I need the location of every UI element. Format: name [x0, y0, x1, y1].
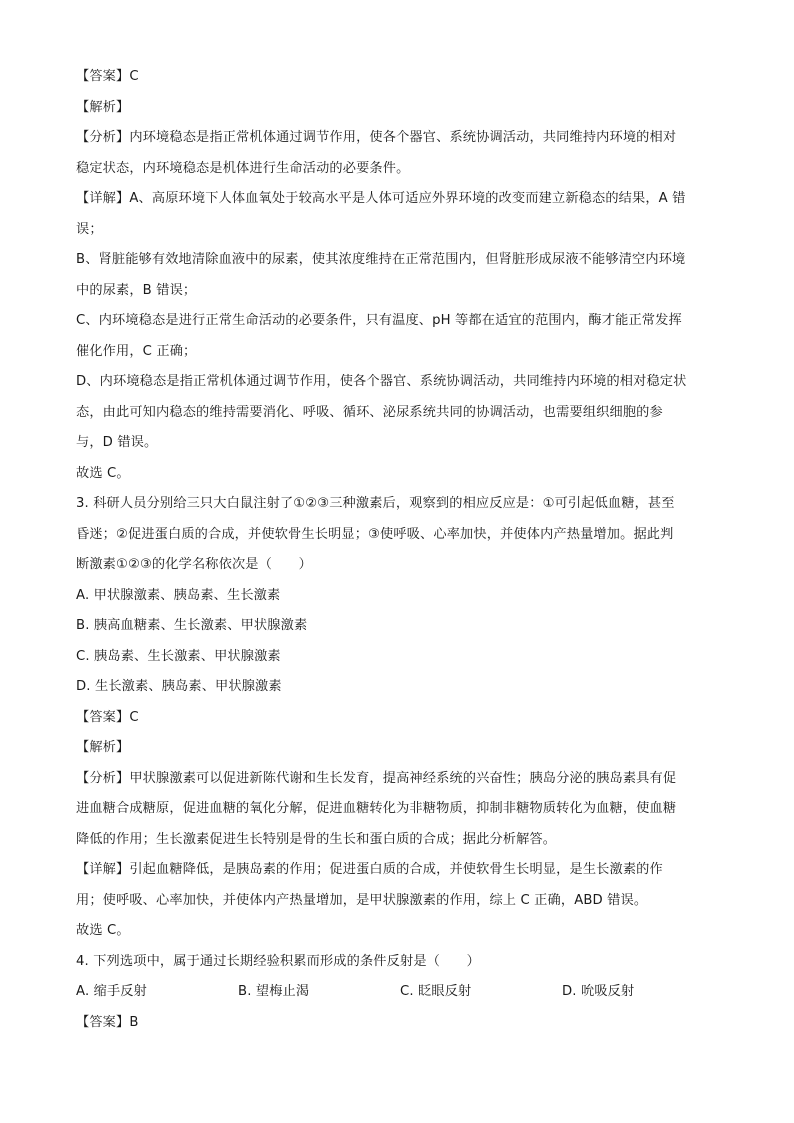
- option-d: D. 吮吸反射: [562, 984, 635, 999]
- question-stem: 断激素①②③的化学名称依次是（ ）: [76, 557, 312, 572]
- option-a: A. 甲状腺激素、胰岛素、生长激素: [76, 587, 281, 603]
- detail-text: C、内环境稳态是进行正常生命活动的必要条件，只有温度、pH 等都在适宜的范围内，酶才能正常发挥: [76, 313, 682, 328]
- option-b: B. 胰高血糖素、生长激素、甲状腺激素: [76, 618, 308, 633]
- detail-text: B、肾脏能够有效地清除血液中的尿素，使其浓度维持在正常范围内，但肾脏形成尿液不能够清空内环境: [76, 252, 686, 267]
- conclusion-text: 故选 C。: [76, 465, 130, 481]
- analysis-text: 降低的作用；生长激素促进生长特别是骨的生长和蛋白质的合成；据此分析解答。: [76, 831, 557, 847]
- detail-text: 【详解】A、高原环境下人体血氧处于较高水平是人体可适应外界环境的改变而建立新稳态的结果，A 错: [76, 191, 686, 206]
- detail-text: 用；使呼吸、心率加快，并使体内产热量增加，是甲状腺激素的作用，综上 C 正确，ABD 错误。: [76, 892, 648, 908]
- option-a: A. 缩手反射: [76, 984, 147, 999]
- conclusion-text: 故选 C。: [76, 923, 130, 938]
- option-c: C. 眨眼反射: [400, 984, 472, 999]
- option-c: C. 胰岛素、生长激素、甲状腺激素: [76, 648, 281, 664]
- detail-text: 误；: [76, 221, 103, 237]
- analysis-heading: 【解析】: [76, 740, 130, 755]
- detail-text: 与，D 错误。: [76, 435, 158, 450]
- detail-text: 中的尿素，B 错误；: [76, 282, 197, 298]
- option-b: B. 望梅止渴: [238, 984, 310, 999]
- question-stem: 昏迷；②促进蛋白质的合成，并使软骨生长明显；③使呼吸、心率加快，并使体内产热量增加。据此判: [76, 526, 674, 542]
- question-stem: 3. 科研人员分别给三只大白鼠注射了①②③三种激素后，观察到的相应反应是：①可引起低血糖，甚至: [76, 496, 675, 511]
- question-stem: 4. 下列选项中，属于通过长期经验积累而形成的条件反射是（ ）: [76, 953, 481, 969]
- document-page: [76, 62, 726, 1038]
- detail-text: 【详解】引起血糖降低，是胰岛素的作用；促进蛋白质的合成，并使软骨生长明显，是生长激素的作: [76, 862, 663, 877]
- answer-label: 【答案】C: [76, 69, 139, 84]
- options-row: [76, 977, 726, 1008]
- analysis-text: 【分析】甲状腺激素可以促进新陈代谢和生长发育，提高神经系统的兴奋性；胰岛分泌的胰岛素具有促: [76, 770, 677, 786]
- answer-label: 【答案】C: [76, 709, 139, 725]
- analysis-text: 进血糖合成糖原，促进血糖的氧化分解，促进血糖转化为非糖物质，抑制非糖物质转化为血糖，使血糖: [76, 801, 677, 816]
- detail-text: D、内环境稳态是指正常机体通过调节作用，使各个器官、系统协调活动，共同维持内环境的相对稳定状: [76, 374, 687, 389]
- analysis-heading: 【解析】: [76, 99, 130, 115]
- analysis-text: 稳定状态，内环境稳态是机体进行生命活动的必要条件。: [76, 160, 410, 176]
- option-d: D. 生长激素、胰岛素、甲状腺激素: [76, 679, 282, 694]
- detail-text: 态，由此可知内稳态的维持需要消化、呼吸、循环、泌尿系统共同的协调活动，也需要组织细胞的参: [76, 404, 663, 420]
- answer-label: 【答案】B: [76, 1014, 139, 1030]
- analysis-text: 【分析】内环境稳态是指正常机体通过调节作用，使各个器官、系统协调活动，共同维持内环境的相对: [76, 130, 677, 145]
- detail-text: 催化作用，C 正确；: [76, 343, 197, 359]
